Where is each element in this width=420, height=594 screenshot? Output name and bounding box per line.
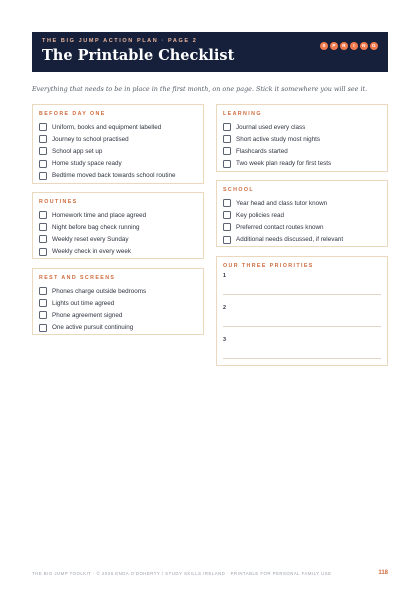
card-title: OUR THREE PRIORITIES [223, 263, 314, 269]
priority-number: 3 [223, 337, 226, 343]
checkbox[interactable] [39, 311, 47, 319]
season-letter: I [350, 42, 358, 50]
item-label: Phone agreement signed [52, 311, 123, 319]
priority-number: 2 [223, 305, 226, 311]
checklist-item[interactable] [39, 209, 197, 221]
checklist-item[interactable] [39, 221, 197, 233]
page-number: 118 [378, 570, 388, 576]
item-label: Bedtime moved back towards school routine [52, 172, 176, 180]
item-label: Additional needs discussed, if relevant [236, 236, 344, 244]
item-label: Journey to school practised [52, 135, 129, 143]
checklist-item[interactable] [39, 322, 197, 334]
checkbox[interactable] [223, 135, 231, 143]
checklist-item[interactable] [39, 297, 197, 309]
item-label: Weekly reset every Sunday [52, 235, 129, 243]
item-label: Lights out time agreed [52, 299, 115, 307]
card-title: ROUTINES [39, 199, 78, 205]
card-learning [216, 104, 388, 172]
item-label: School app set up [52, 147, 103, 155]
checklist-item[interactable] [39, 170, 197, 182]
checkbox[interactable] [39, 135, 47, 143]
checkbox[interactable] [39, 123, 47, 131]
item-label: Phones charge outside bedrooms [52, 287, 147, 295]
checkbox[interactable] [39, 172, 47, 180]
page-header [32, 32, 388, 72]
checkbox[interactable] [223, 160, 231, 168]
checkbox[interactable] [39, 223, 47, 231]
card-before-day-one [32, 104, 204, 184]
checklist-item[interactable] [39, 309, 197, 321]
season-badge [320, 42, 378, 50]
checklist-item[interactable] [39, 158, 197, 170]
checklist-item[interactable] [39, 133, 197, 145]
item-label: Flashcards started [236, 147, 288, 155]
checkbox[interactable] [223, 223, 231, 231]
card-title: REST AND SCREENS [39, 275, 116, 281]
checklist-item[interactable] [223, 234, 381, 246]
priority-line-3[interactable] [223, 358, 381, 359]
checkbox[interactable] [223, 211, 231, 219]
checkbox[interactable] [39, 248, 47, 256]
checklist-item[interactable] [39, 233, 197, 245]
item-label: Weekly check in every week [52, 248, 131, 256]
item-label: One active pursuit continuing [52, 324, 134, 332]
checklist-item[interactable] [223, 145, 381, 157]
card-routines [32, 192, 204, 259]
checkbox[interactable] [39, 235, 47, 243]
item-label: Key policies read [236, 211, 284, 219]
header-kicker: THE BIG JUMP ACTION PLAN · PAGE 2 [42, 38, 198, 44]
checkbox[interactable] [223, 123, 231, 131]
card-title: BEFORE DAY ONE [39, 111, 106, 117]
card-priorities [216, 256, 388, 366]
card-school [216, 180, 388, 247]
checkbox[interactable] [223, 199, 231, 207]
checkbox[interactable] [39, 211, 47, 219]
card-title: LEARNING [223, 111, 262, 117]
footer-text: THE BIG JUMP TOOLKIT · © 2026 ENDA O'DOHERTY / STUDY SKILLS IRELAND · PRINTABLE FOR PERSONAL FAMILY USE [32, 571, 332, 576]
item-label: Year head and class tutor known [236, 199, 328, 207]
checkbox[interactable] [223, 236, 231, 244]
checkbox[interactable] [39, 160, 47, 168]
season-letter: R [340, 42, 348, 50]
checklist-item[interactable] [39, 285, 197, 297]
checkbox[interactable] [39, 324, 47, 332]
checklist-item[interactable] [223, 133, 381, 145]
checkbox[interactable] [39, 287, 47, 295]
checkbox[interactable] [223, 147, 231, 155]
item-label: Home study space ready [52, 160, 122, 168]
item-label: Two week plan ready for first tests [236, 160, 332, 168]
checklist-item[interactable] [39, 121, 197, 133]
season-letter: G [370, 42, 378, 50]
checklist-item[interactable] [223, 121, 381, 133]
priority-number: 1 [223, 273, 226, 279]
card-rest-and-screens [32, 268, 204, 335]
item-label: Short active study most nights [236, 135, 320, 143]
item-label: Uniform, books and equipment labelled [52, 123, 162, 131]
item-label: Night before bag check running [52, 223, 140, 231]
checklist-item[interactable] [223, 221, 381, 233]
checklist-item[interactable] [39, 145, 197, 157]
checklist-item[interactable] [39, 246, 197, 258]
intro-text: Everything that needs to be in place in the first month, on one page. Stick it somewhere you will see it. [32, 85, 368, 93]
checklist-item[interactable] [223, 197, 381, 209]
season-letter: N [360, 42, 368, 50]
item-label: Homework time and place agreed [52, 211, 147, 219]
season-letter: S [320, 42, 328, 50]
card-title: SCHOOL [223, 187, 255, 193]
season-letter: P [330, 42, 338, 50]
checkbox[interactable] [39, 299, 47, 307]
checklist-item[interactable] [223, 158, 381, 170]
page-title: The Printable Checklist [42, 47, 235, 64]
item-label: Preferred contact routes known [236, 223, 324, 231]
item-label: Journal used every class [236, 123, 306, 131]
checklist-item[interactable] [223, 209, 381, 221]
checkbox[interactable] [39, 147, 47, 155]
